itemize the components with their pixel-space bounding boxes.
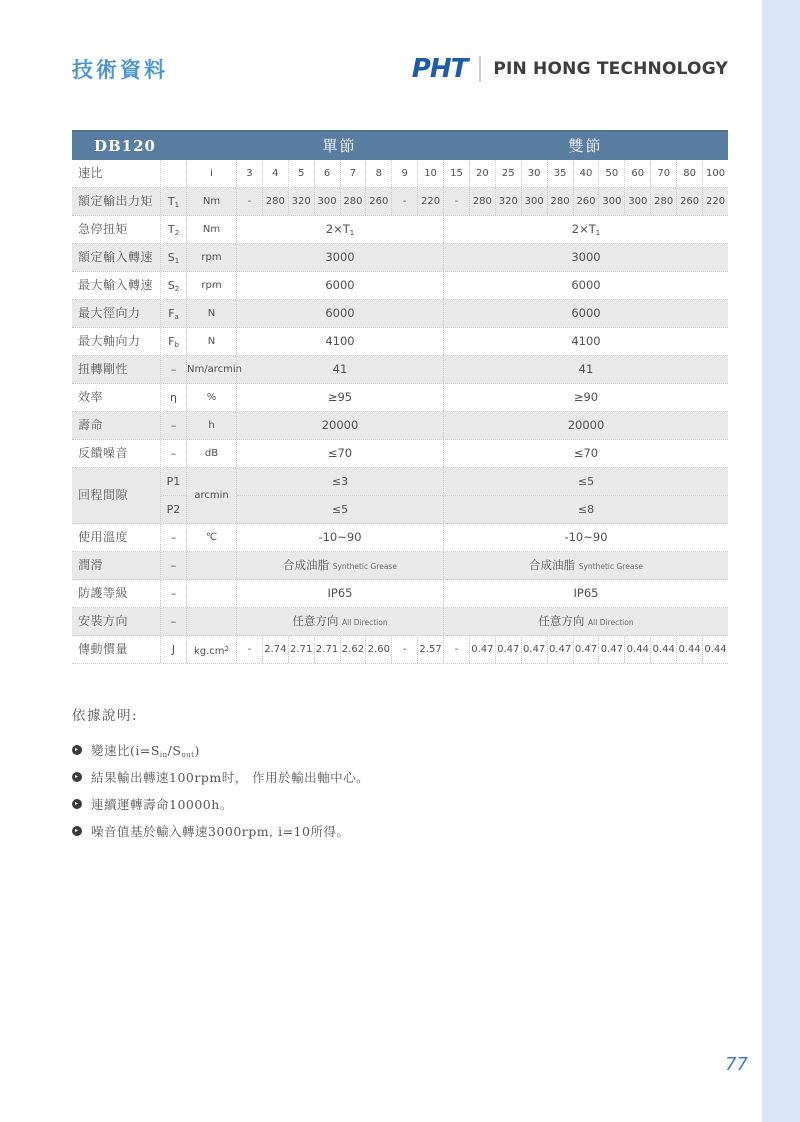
row-unit: N <box>186 300 236 327</box>
value-cell: 220 <box>417 188 443 215</box>
table-row <box>72 384 728 412</box>
value-cell: 25 <box>495 160 521 187</box>
table-row <box>72 188 728 216</box>
row-label: 安裝方向 <box>78 614 129 628</box>
note-item <box>72 741 692 759</box>
row-label: 反饋噪音 <box>78 446 129 460</box>
notes-list <box>72 741 692 840</box>
value-cell: 2.71 <box>314 636 340 663</box>
value-cell: 40 <box>573 160 599 187</box>
value-cell: 2.71 <box>288 636 314 663</box>
double-value: 4100 <box>443 328 728 355</box>
value-cell: 3 <box>246 168 253 179</box>
spec-table <box>72 130 728 664</box>
double-value: 任意方向 All Direction <box>443 608 728 635</box>
row-unit: Nm/arcmin <box>186 356 236 383</box>
value-cell: 300 <box>314 188 340 215</box>
value-cell: 280 <box>650 188 676 215</box>
row-unit: dB <box>186 440 236 467</box>
value-cell: - <box>247 644 252 655</box>
value-cell: - <box>391 188 417 215</box>
row-label: 扭轉剛性 <box>78 362 129 376</box>
single-value: ≤70 <box>236 440 443 467</box>
value-cell: 0.47 <box>495 636 521 663</box>
value-cell: 280 <box>262 188 288 215</box>
row-label: 急停扭矩 <box>78 222 129 236</box>
value-cell: 8 <box>365 160 391 187</box>
gear-bullet-icon: ▸ <box>72 772 82 782</box>
single-value: 20000 <box>236 412 443 439</box>
double-value: 20000 <box>443 412 728 439</box>
value-cell: 320 <box>288 188 314 215</box>
row-symbol: – <box>160 608 186 635</box>
double-value: IP65 <box>443 580 728 607</box>
row-label: 回程間隙 <box>78 488 129 502</box>
single-value: ≥95 <box>236 384 443 411</box>
value-cell: 280 <box>547 188 573 215</box>
row-label: 使用溫度 <box>78 530 129 544</box>
row-label: 最大徑向力 <box>78 306 141 320</box>
row-unit: i <box>186 160 236 187</box>
gear-bullet-icon: ▸ <box>72 826 82 836</box>
value-cell: 4 <box>262 160 288 187</box>
value-cell: 15 <box>450 168 463 179</box>
row-symbol: $T_2$ <box>160 216 186 243</box>
value-cell: - <box>247 196 252 207</box>
single-value: 6000 <box>236 300 443 327</box>
table-row <box>72 244 728 272</box>
row-unit: Nm <box>186 216 236 243</box>
table-row <box>72 552 728 580</box>
value-cell: 0.47 <box>521 636 547 663</box>
value-cell: 0.47 <box>469 636 495 663</box>
value-cell: 0.44 <box>676 636 702 663</box>
single-value: $2\times T_1$ <box>236 216 443 243</box>
single-value: 6000 <box>236 272 443 299</box>
row-unit: rpm <box>186 244 236 271</box>
table-row <box>72 412 728 440</box>
row-symbol: – <box>160 552 186 579</box>
value-cell: 60 <box>624 160 650 187</box>
row-label: 壽命 <box>78 418 104 432</box>
row-label: 額定輸入轉速 <box>78 250 154 264</box>
value-cell: 2.60 <box>365 636 391 663</box>
value-cell: 0.44 <box>650 636 676 663</box>
row-label: 額定輸出力矩 <box>78 194 154 208</box>
ratio-values-d <box>443 160 728 187</box>
value-cell: 260 <box>365 188 391 215</box>
row-unit: h <box>186 412 236 439</box>
value-cell: 280 <box>340 188 366 215</box>
value-cell: 0.44 <box>624 636 650 663</box>
row-label: 傳動慣量 <box>78 642 129 656</box>
ratio-values-d <box>443 188 728 215</box>
row-label: 防護等級 <box>78 586 129 600</box>
value-cell: 10 <box>417 160 443 187</box>
value-cell: 80 <box>676 160 702 187</box>
table-header-row <box>72 130 728 160</box>
row-unit: rpm <box>186 272 236 299</box>
double-value: 3000 <box>443 244 728 271</box>
row-symbol <box>160 160 186 187</box>
note-text: 結果輸出轉速100rpm时， 作用於輸出軸中心。 <box>91 770 370 785</box>
value-cell: 0.47 <box>598 636 624 663</box>
row-label: 最大輸入轉速 <box>78 278 154 292</box>
notes <box>72 704 692 849</box>
single-value: 41 <box>236 356 443 383</box>
value-cell: 5 <box>288 160 314 187</box>
value-cell: 280 <box>469 188 495 215</box>
value-cell: 50 <box>598 160 624 187</box>
value-cell: 260 <box>676 188 702 215</box>
logo <box>412 54 728 84</box>
value-cell: 70 <box>650 160 676 187</box>
table-row <box>72 636 728 664</box>
row-label: 速比 <box>78 166 104 180</box>
row-symbol: $F_a$ <box>160 300 186 327</box>
logo-mark-icon: PHT <box>411 54 468 84</box>
row-unit: N <box>186 328 236 355</box>
row-symbol: – <box>160 356 186 383</box>
table-row <box>72 216 728 244</box>
note-item <box>72 822 692 840</box>
row-unit: Nm <box>186 188 236 215</box>
double-value: 41 <box>443 356 728 383</box>
single-value-cell: ≤5 <box>331 503 349 516</box>
value-cell: 320 <box>495 188 521 215</box>
row-unit: ℃ <box>186 524 236 551</box>
single-value: 4100 <box>236 328 443 355</box>
table-row <box>72 272 728 300</box>
row-label: 潤滑 <box>78 558 104 572</box>
row-unit: arcmin <box>186 468 236 523</box>
side-strip <box>762 0 800 1122</box>
table-row <box>72 328 728 356</box>
row-unit <box>186 608 236 635</box>
row-unit: % <box>186 384 236 411</box>
note-text: 連續運轉壽命10000h。 <box>91 797 233 812</box>
value-cell: 300 <box>624 188 650 215</box>
table-row <box>72 468 728 524</box>
value-cell: 9 <box>391 160 417 187</box>
row-symbol: η <box>160 384 186 411</box>
section-double-header: 雙節 <box>568 137 603 155</box>
value-cell: 260 <box>573 188 599 215</box>
double-value <box>443 468 728 523</box>
logo-name: PIN HONG TECHNOLOGY <box>493 59 728 79</box>
value-cell: - <box>454 196 459 207</box>
double-value: 合成油脂 Synthetic Grease <box>443 552 728 579</box>
row-symbol-cell: P1 <box>161 468 186 496</box>
single-value: 任意方向 All Direction <box>236 608 443 635</box>
double-value: $2\times T_1$ <box>443 216 728 243</box>
value-cell: 2.74 <box>262 636 288 663</box>
value-cell: 7 <box>340 160 366 187</box>
ratio-values-d <box>443 636 728 663</box>
ratio-values-s <box>236 188 443 215</box>
value-cell: 220 <box>702 188 728 215</box>
ratio-values-s <box>236 636 443 663</box>
value-cell: - <box>454 644 459 655</box>
page-number: 77 <box>725 1054 748 1075</box>
doc-header <box>72 54 728 84</box>
row-symbol: – <box>160 580 186 607</box>
page-title: 技術資料 <box>72 58 168 82</box>
row-symbol: $F_b$ <box>160 328 186 355</box>
row-symbol: $S_2$ <box>160 272 186 299</box>
row-symbol <box>160 468 186 523</box>
table-row <box>72 524 728 552</box>
table-row <box>72 160 728 188</box>
value-cell: 30 <box>521 160 547 187</box>
note-text: 變速比$(i=S_{in}/S_{out})$ <box>91 743 200 759</box>
single-value: -10~90 <box>236 524 443 551</box>
gear-bullet-icon: ▸ <box>72 799 82 809</box>
row-unit <box>186 552 236 579</box>
section-single-header: 單節 <box>322 137 357 155</box>
row-symbol: – <box>160 524 186 551</box>
value-cell: 0.44 <box>702 636 728 663</box>
double-value-cell: ≤5 <box>444 468 728 496</box>
double-value: ≤70 <box>443 440 728 467</box>
double-value-cell: ≤8 <box>577 503 595 516</box>
value-cell: 100 <box>702 160 728 187</box>
row-symbol: $S_1$ <box>160 244 186 271</box>
row-symbol-cell: P2 <box>166 503 181 516</box>
table-row <box>72 440 728 468</box>
row-symbol: $T_1$ <box>160 188 186 215</box>
row-label: 最大軸向力 <box>78 334 141 348</box>
single-value: IP65 <box>236 580 443 607</box>
ratio-values-s <box>236 160 443 187</box>
table-row <box>72 580 728 608</box>
notes-heading: 依據說明: <box>72 708 139 724</box>
double-value: 6000 <box>443 300 728 327</box>
table-row <box>72 608 728 636</box>
row-unit: $kg.cm^2$ <box>186 636 236 663</box>
value-cell: 0.47 <box>547 636 573 663</box>
row-symbol: – <box>160 412 186 439</box>
single-value: 3000 <box>236 244 443 271</box>
gear-bullet-icon: ▸ <box>72 745 82 755</box>
value-cell: 2.57 <box>417 636 443 663</box>
logo-divider <box>479 56 481 82</box>
model-cell: DB120 <box>94 137 156 155</box>
note-text: 噪音值基於輸入轉速3000rpm, i=10所得。 <box>91 824 350 839</box>
row-symbol: – <box>160 440 186 467</box>
value-cell: - <box>391 636 417 663</box>
double-value: ≥90 <box>443 384 728 411</box>
value-cell: 6 <box>314 160 340 187</box>
single-value-cell: ≤3 <box>237 468 443 496</box>
row-symbol: J <box>160 636 186 663</box>
value-cell: 300 <box>521 188 547 215</box>
row-unit <box>186 580 236 607</box>
single-value: 合成油脂 Synthetic Grease <box>236 552 443 579</box>
table-row <box>72 356 728 384</box>
table-row <box>72 300 728 328</box>
double-value: -10~90 <box>443 524 728 551</box>
single-value <box>236 468 443 523</box>
note-item <box>72 768 692 786</box>
row-label: 效率 <box>78 390 104 404</box>
note-item <box>72 795 692 813</box>
value-cell: 0.47 <box>573 636 599 663</box>
value-cell: 300 <box>598 188 624 215</box>
double-value: 6000 <box>443 272 728 299</box>
value-cell: 35 <box>547 160 573 187</box>
value-cell: 2.62 <box>340 636 366 663</box>
value-cell: 20 <box>469 160 495 187</box>
